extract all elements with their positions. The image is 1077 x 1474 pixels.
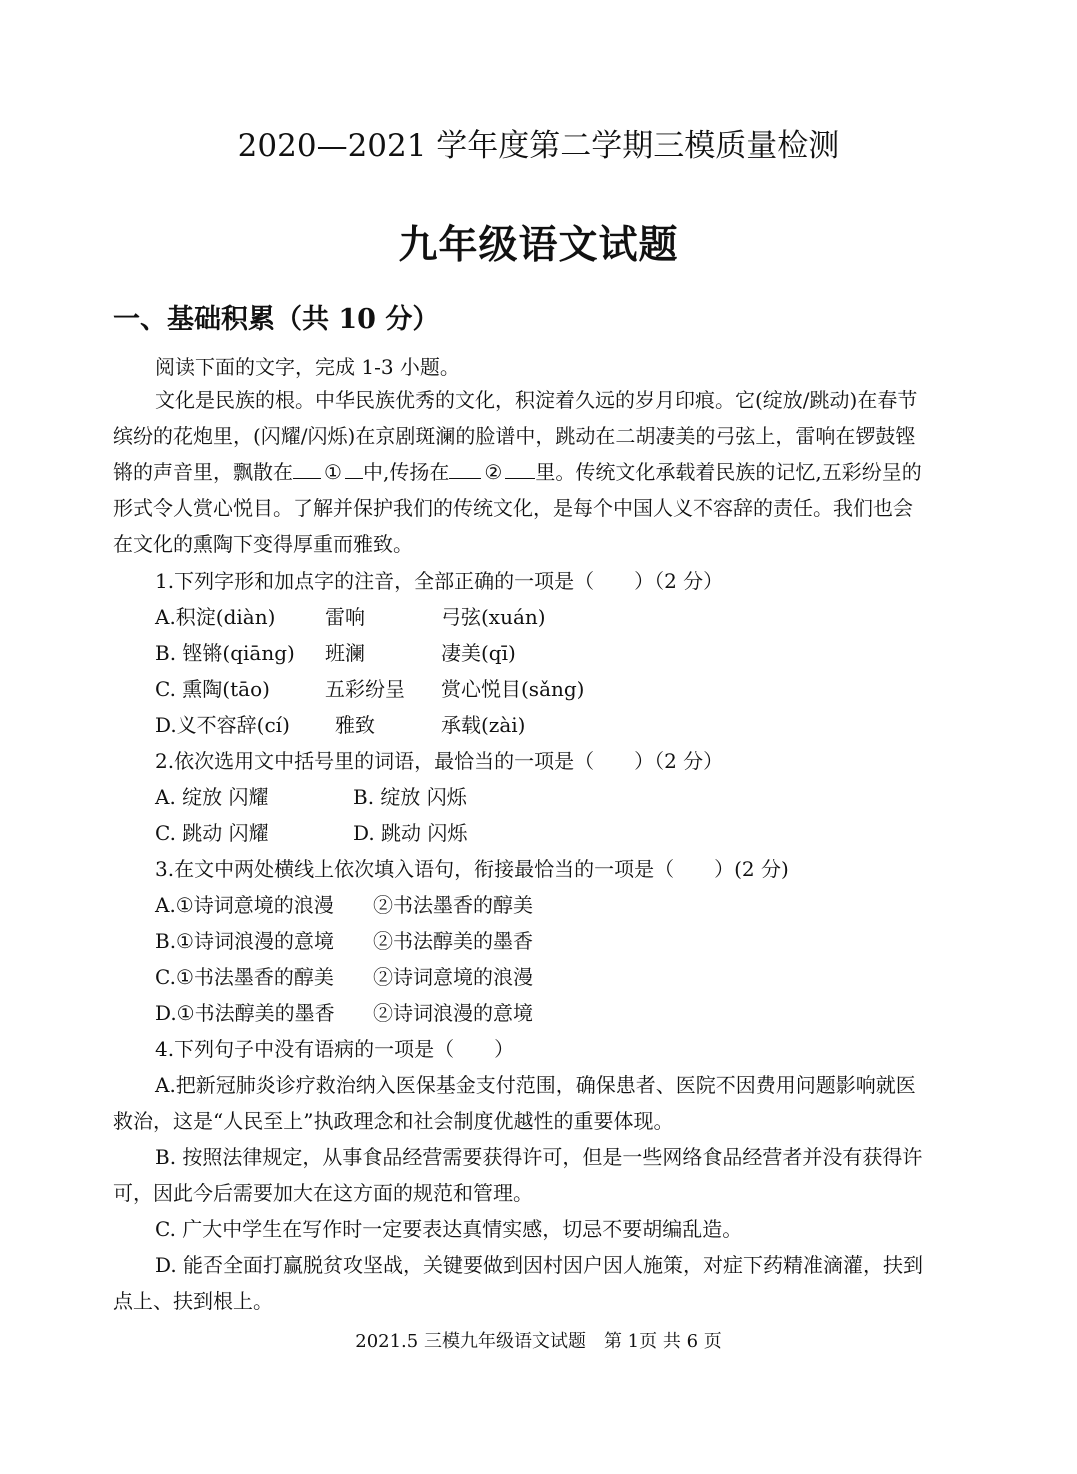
q4-option-b-line-1: B. 按照法律规定，从事食品经营需要获得许可，但是一些网络食品经营者并没有获得许 bbox=[155, 1145, 923, 1169]
q3-d-first: D.①书法醇美的墨香 bbox=[155, 1001, 335, 1025]
page-footer: 2021.5 三模九年级语文试题 第 1页 共 6 页 bbox=[355, 1331, 722, 1352]
exam-subject-title: 九年级语文试题 bbox=[398, 222, 679, 268]
question-1-stem: 1.下列字形和加点字的注音，全部正确的一项是（ ）（2 分） bbox=[155, 569, 724, 593]
q1-option-a bbox=[155, 602, 955, 632]
q4-option-d-line-2: 点上、扶到根上。 bbox=[113, 1289, 273, 1313]
question-4-stem: 4.下列句子中没有语病的一项是（ ） bbox=[155, 1037, 515, 1061]
q3-b-second: ②书法醇美的墨香 bbox=[373, 929, 533, 953]
q2-option-a: A. 绽放 闪耀 bbox=[155, 785, 269, 809]
passage-line-2: 缤纷的花炮里，(闪耀/闪烁)在京剧斑澜的脸谱中，跳动在二胡凄美的弓弦上，雷响在锣鼓铿 bbox=[113, 424, 916, 448]
q1-a-item-3: 弓弦(xuán) bbox=[441, 605, 546, 629]
q1-d-item-1: D.义不容辞(cí) bbox=[155, 713, 290, 737]
blank-underline bbox=[293, 458, 321, 479]
q2-option-b: B. 绽放 闪烁 bbox=[353, 785, 467, 809]
q3-option-a bbox=[155, 890, 955, 920]
q1-d-item-2: 雅致 bbox=[335, 713, 375, 737]
q1-option-d bbox=[155, 710, 955, 740]
q2-option-d: D. 跳动 闪烁 bbox=[353, 821, 468, 845]
q1-a-item-2: 雷响 bbox=[325, 605, 365, 629]
q4-option-a-line-1: A.把新冠肺炎诊疗救治纳入医保基金支付范围，确保患者、医院不因费用问题影响就医 bbox=[155, 1073, 916, 1097]
q1-option-b bbox=[155, 638, 955, 668]
q1-c-item-3: 赏心悦目(sǎng) bbox=[441, 677, 585, 701]
exam-term-title: 2020—2021 学年度第二学期三模质量检测 bbox=[237, 128, 840, 164]
blank-underline bbox=[505, 458, 535, 479]
reading-instruction: 阅读下面的文字，完成 1-3 小题。 bbox=[155, 355, 460, 379]
blank-marker-1: ① bbox=[324, 460, 342, 484]
q3-option-b bbox=[155, 926, 955, 956]
passage-line-1: 文化是民族的根。中华民族优秀的文化，积淀着久远的岁月印痕。它(绽放/跳动)在春节 bbox=[155, 388, 918, 412]
question-3-stem: 3.在文中两处横线上依次填入语句，衔接最恰当的一项是（ ）(2 分) bbox=[155, 857, 789, 881]
q1-d-item-3: 承载(zài) bbox=[441, 713, 526, 737]
passage-line-3-part-c: 里。传统文化承载着民族的记忆,五彩纷呈的 bbox=[535, 460, 922, 484]
q3-d-second: ②诗词浪漫的意境 bbox=[373, 1001, 533, 1025]
q4-option-c: C. 广大中学生在写作时一定要表达真情实感，切忌不要胡编乱造。 bbox=[155, 1217, 743, 1241]
passage-line-3-part-b: 中,传扬在 bbox=[363, 460, 450, 484]
q4-option-a-line-2: 救治，这是“人民至上”执政理念和社会制度优越性的重要体现。 bbox=[113, 1109, 674, 1133]
question-2-stem: 2.依次选用文中括号里的词语，最恰当的一项是（ ）（2 分） bbox=[155, 749, 724, 773]
blank-underline bbox=[345, 458, 363, 479]
passage-line-3 bbox=[113, 457, 922, 487]
q3-a-second: ②书法墨香的醇美 bbox=[373, 893, 533, 917]
q1-b-item-1: B. 铿锵(qiāng) bbox=[155, 641, 295, 665]
passage-line-4: 形式令人赏心悦目。了解并保护我们的传统文化，是每个中国人义不容辞的责任。我们也会 bbox=[113, 496, 913, 520]
blank-underline bbox=[449, 458, 481, 479]
section-heading: 一、基础积累（共 10 分） bbox=[113, 304, 440, 335]
q3-c-first: C.①书法墨香的醇美 bbox=[155, 965, 334, 989]
q4-option-d-line-1: D. 能否全面打赢脱贫攻坚战，关键要做到因村因户因人施策，对症下药精准滴灌，扶到 bbox=[155, 1253, 924, 1277]
q1-a-item-1: A.积淀(diàn) bbox=[155, 605, 276, 629]
q3-option-d bbox=[155, 998, 955, 1028]
q1-c-item-1: C. 熏陶(tāo) bbox=[155, 677, 270, 701]
q2-options-row-1 bbox=[155, 782, 955, 812]
q1-option-c bbox=[155, 674, 955, 704]
q1-c-item-2: 五彩纷呈 bbox=[325, 677, 405, 701]
q3-a-first: A.①诗词意境的浪漫 bbox=[155, 893, 334, 917]
passage-line-3-part-a: 锵的声音里，飘散在 bbox=[113, 460, 293, 484]
blank-marker-2: ② bbox=[484, 460, 503, 484]
q3-c-second: ②诗词意境的浪漫 bbox=[373, 965, 533, 989]
q4-option-b-line-2: 可，因此今后需要加大在这方面的规范和管理。 bbox=[113, 1181, 533, 1205]
q1-b-item-2: 班澜 bbox=[325, 641, 365, 665]
passage-line-5: 在文化的熏陶下变得厚重而雅致。 bbox=[113, 532, 413, 556]
q1-b-item-3: 凄美(qī) bbox=[441, 641, 516, 665]
q2-option-c: C. 跳动 闪耀 bbox=[155, 821, 269, 845]
q3-b-first: B.①诗词浪漫的意境 bbox=[155, 929, 334, 953]
q3-option-c bbox=[155, 962, 955, 992]
q2-options-row-2 bbox=[155, 818, 955, 848]
